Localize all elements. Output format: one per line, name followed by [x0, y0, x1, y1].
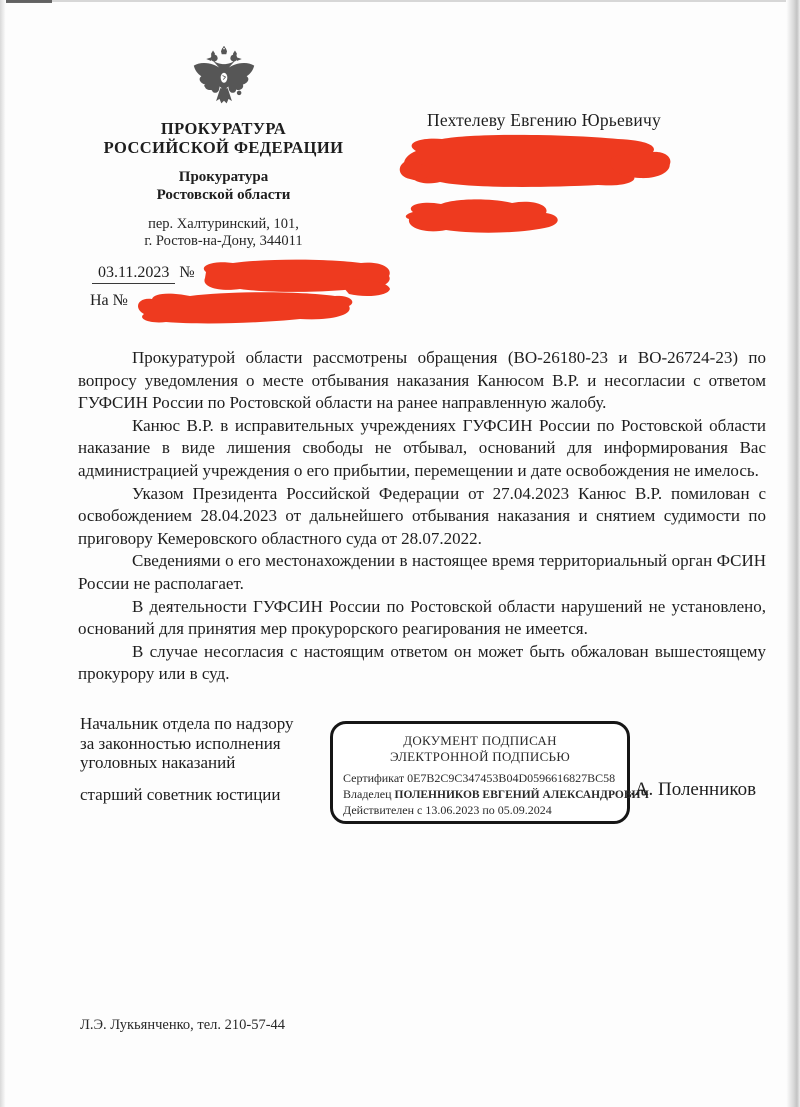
redaction-mark-address-1: [404, 135, 670, 187]
stamp-owner-row: [343, 786, 649, 804]
redaction-mark-outgoing-number: [204, 260, 390, 292]
stamp-owner-value: ПОЛЕННИКОВ ЕВГЕНИЙ АЛЕКСАНДРОВИЧ: [394, 788, 649, 801]
executor-contact: Л.Э. Лукьянченко, тел. 210-57-44: [80, 1017, 286, 1033]
stamp-title-line1: ДОКУМЕНТ ПОДПИСАН: [403, 733, 557, 748]
letterhead: [96, 46, 351, 250]
org-address-line1: пер. Халтуринский, 101,: [148, 216, 299, 232]
redaction-mark-address-1b: [610, 154, 669, 178]
redaction-mark-incoming-number: [138, 292, 352, 323]
photo-left-edge: [0, 0, 6, 1107]
redaction-mark-address-1c: [400, 160, 430, 180]
signer-rank: старший советник юстиции: [80, 785, 281, 804]
redaction-mark-outgoing-number-b: [338, 280, 390, 296]
body-paragraph-4: Сведениями о его местонахождении в настоящее время территориальный орган ФСИН России не располагает.: [78, 551, 766, 593]
org-address-line2: г. Ростов-на-Дону, 344011: [144, 233, 303, 249]
org-subdivision-line2: Ростовской области: [156, 187, 291, 203]
stamp-owner-label: Владелец: [343, 786, 392, 801]
body-paragraph-3: Указом Президента Российской Федерации от 27.04.2023 Канюс В.Р. помилован с освобождением 28.04.2023 от дальнейшего отбывания наказания и снятием судимости по приговору Кемеровского областного суда от 28.07.2022.: [78, 483, 766, 548]
document-date: 03.11.2023: [92, 264, 175, 284]
stamp-certificate-value: 0E7B2C9C347453B04D0596616827BC58: [407, 771, 616, 785]
electronic-signature-stamp: [330, 721, 649, 824]
reply-reference-prefix: На №: [90, 292, 128, 309]
body-paragraph-6: В случае несогласия с настоящим ответом он может быть обжалован вышестоящему прокурору или в суд.: [78, 641, 766, 684]
letter-body: [78, 347, 766, 686]
photo-top-edge-dark-segment: [0, 0, 52, 3]
stamp-validity-row: Действителен с 13.06.2023 по 05.09.2024: [343, 803, 552, 817]
number-sign: №: [179, 264, 195, 281]
signer-position: [80, 714, 355, 773]
stamp-title-line2: ЭЛЕКТРОННОЙ ПОДПИСЬЮ: [390, 748, 570, 764]
body-paragraph-1: Прокуратурой области рассмотрены обращения (ВО-26180-23 и ВО-26724-23) по вопросу уведомления о месте отбывания наказания Канюсом В.Р. и несогласии с ответом ГУФСИН России по Ростовской области на ранее направленную жалобу.: [78, 348, 766, 413]
addressee-name: Пехтелеву Евгению Юрьевичу: [427, 110, 661, 130]
signer-position-line2: за законностью исполнения: [80, 733, 281, 753]
photo-top-edge: [0, 0, 800, 2]
body-paragraph-2: Канюс В.Р. в исправительных учреждениях ГУФСИН России по Ростовской области наказание в виде лишения свободы не отбывал, оснований для информирования Вас администрацией учреждения о его прибытии, перемещении и дате освобождения не имелось.: [78, 415, 766, 480]
stamp-certificate-label: Сертификат: [343, 771, 405, 785]
signer-position-line1: Начальник отдела по надзору: [80, 714, 294, 733]
double-headed-eagle-icon: [185, 46, 263, 114]
stamp-certificate-row: [343, 771, 618, 787]
photo-right-edge: [786, 0, 800, 1107]
outgoing-reference-line: [92, 264, 195, 284]
body-paragraph-5: В деятельности ГУФСИН России по Ростовской области нарушений не установлено, оснований для принятия мер прокурорского реагирования не имеется.: [78, 596, 766, 639]
redaction-mark-address-2: [406, 199, 558, 232]
org-name-line2: РОССИЙСКОЙ ФЕДЕРАЦИИ: [103, 138, 344, 157]
org-subdivision-line1: Прокуратура: [178, 169, 269, 185]
signer-name: .А. Поленников: [630, 779, 757, 800]
org-name-line1: ПРОКУРАТУРА: [160, 119, 287, 138]
signer-position-line3: уголовных наказаний: [80, 753, 236, 772]
